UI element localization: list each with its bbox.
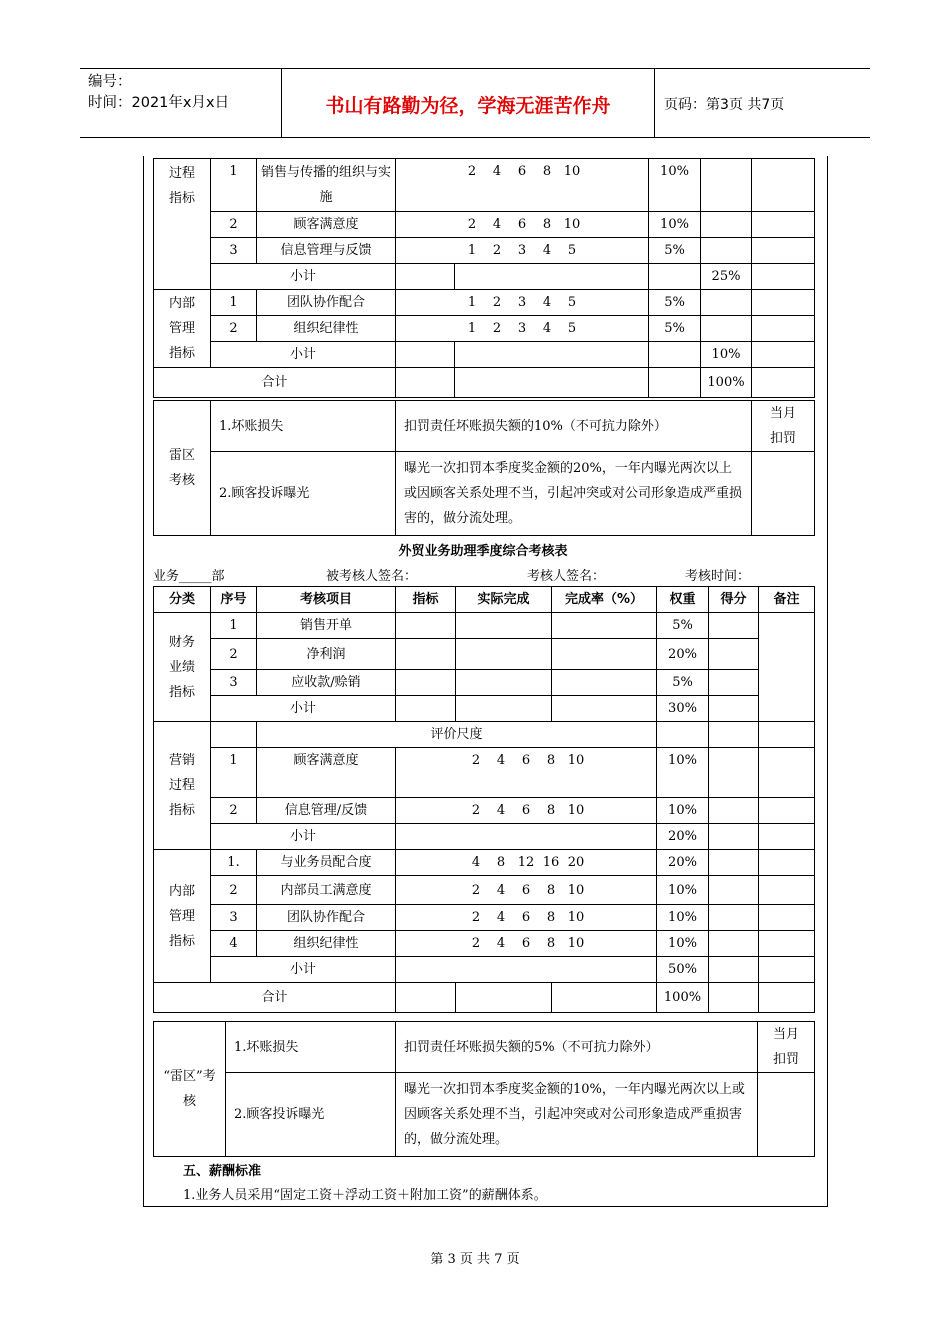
empty-cell [455, 368, 649, 398]
scale-cell [396, 931, 657, 957]
weight-cell: 10% [657, 798, 709, 824]
weight-cell: 10% [649, 212, 701, 238]
weight-cell: 10% [657, 876, 709, 905]
evaluation-scale [464, 936, 589, 951]
scale-value: 2 [471, 936, 481, 951]
remark-cell [759, 931, 815, 957]
evaluation-scale [464, 883, 589, 898]
score-cell [752, 264, 815, 290]
scale-value: 4 [492, 164, 502, 179]
empty-cell [759, 722, 815, 748]
weight-cell: 5% [649, 316, 701, 342]
section-heading: 五、薪酬标准 [183, 1164, 262, 1179]
scale-value: 3 [517, 295, 527, 310]
category-cell: 内部管理指标 [154, 850, 211, 983]
item-cell: 与业务员配合度 [257, 850, 396, 876]
score-cell [752, 368, 815, 398]
scale-value: 5 [567, 321, 577, 336]
scale-value: 8 [496, 855, 506, 870]
subtotal-row [154, 696, 815, 722]
scale-value: 4 [496, 910, 506, 925]
subtotal-label: 小计 [211, 342, 396, 368]
scale-value: 3 [517, 243, 527, 258]
empty-cell [396, 368, 455, 398]
description-cell: 曝光一次扣罚本季度奖金额的10%，一年内曝光两次以上或因顾客关系处理不当，引起冲突或对公司形象造成严重损害的，做分流处理。 [396, 1073, 758, 1157]
evaluation-scale [460, 243, 585, 258]
empty-cell [552, 696, 657, 722]
row-number: 3 [211, 238, 257, 264]
column-header: 指标 [396, 587, 456, 613]
scale-value: 8 [546, 753, 556, 768]
category-cell: “雷区”考核 [154, 1022, 226, 1157]
item-cell: 应收款/赊销 [257, 670, 396, 696]
weight-cell: 30% [657, 696, 709, 722]
scale-header: 评价尺度 [257, 722, 657, 748]
empty-cell [396, 696, 456, 722]
scale-value: 2 [467, 164, 477, 179]
scale-cell [396, 159, 649, 212]
row-number: 1 [211, 748, 257, 798]
description-cell: 扣罚责任坏账损失额的10%（不可抗力除外） [396, 401, 752, 452]
empty-cell [396, 957, 657, 983]
scale-value: 6 [521, 753, 531, 768]
total-label: 合计 [154, 368, 396, 398]
form-meta [153, 565, 813, 585]
scale-value: 4 [496, 803, 506, 818]
row-number: 1. [211, 850, 257, 876]
rate-cell [552, 639, 657, 670]
score-cell [709, 696, 759, 722]
table-row [154, 290, 815, 316]
section-paragraph: 1.业务人员采用“固定工资＋浮动工资＋附加工资”的薪酬体系。 [183, 1188, 547, 1203]
remark-cell [759, 983, 815, 1013]
remark-cell [752, 212, 815, 238]
scale-value: 2 [471, 910, 481, 925]
scale-cell [396, 316, 649, 342]
scale-value: 6 [517, 217, 527, 232]
score-cell [709, 876, 759, 905]
scale-value: 6 [521, 910, 531, 925]
evaluation-scale [464, 753, 589, 768]
scale-value: 4 [496, 882, 506, 898]
description-cell: 扣罚责任坏账损失额的5%（不可抗力除外） [396, 1022, 758, 1073]
scale-value: 2 [492, 321, 502, 336]
scale-value: 1 [467, 243, 477, 258]
scale-value: 4 [471, 855, 481, 870]
scale-value: 8 [546, 936, 556, 951]
scale-value: 5 [567, 243, 577, 258]
table-row [154, 1022, 815, 1073]
score-cell [709, 798, 759, 824]
table-row [154, 452, 815, 536]
scale-value: 2 [471, 803, 481, 818]
weight-cell: 20% [657, 850, 709, 876]
scale-value: 2 [492, 295, 502, 310]
evaluation-scale [460, 321, 585, 336]
subtotal-label: 小计 [211, 264, 396, 290]
redzone-table-1 [153, 400, 815, 536]
table-row [154, 639, 815, 670]
table-row [154, 670, 815, 696]
table-row [154, 212, 815, 238]
item-cell: 顾客满意度 [257, 748, 396, 798]
subtotal-label: 小计 [211, 824, 396, 850]
scale-value: 10 [563, 217, 581, 232]
scale-value: 4 [496, 753, 506, 768]
scale-value: 1 [467, 321, 477, 336]
empty-cell [456, 983, 552, 1013]
scale-value: 6 [521, 803, 531, 818]
divider [654, 69, 655, 137]
row-number: 2 [211, 639, 257, 670]
actual-cell [456, 613, 552, 639]
scale-value: 10 [567, 753, 585, 768]
weight-cell: 5% [657, 670, 709, 696]
scale-cell [396, 798, 657, 824]
empty-cell [657, 722, 709, 748]
scale-value: 4 [492, 217, 502, 232]
target-cell [396, 670, 456, 696]
item-cell: 顾客满意度 [257, 212, 396, 238]
header-motto: 书山有路勤为径，学海无涯苦作舟 [325, 95, 611, 117]
weight-cell: 10% [657, 931, 709, 957]
empty-cell [396, 264, 455, 290]
item-cell: 团队协作配合 [257, 905, 396, 931]
scale-cell [396, 748, 657, 798]
score-cell [701, 290, 752, 316]
table-row [154, 159, 815, 212]
table-row [154, 238, 815, 264]
scale-value: 6 [517, 164, 527, 179]
weight-cell: 10% [701, 342, 752, 368]
score-cell [701, 212, 752, 238]
item-cell: 组织纪律性 [257, 931, 396, 957]
row-number: 4 [211, 931, 257, 957]
scale-value: 10 [567, 882, 585, 898]
item-cell: 1.坏账损失 [226, 1022, 396, 1073]
remark-cell [752, 238, 815, 264]
score-cell [709, 613, 759, 639]
scale-value: 3 [517, 321, 527, 336]
evaluation-scale [460, 295, 585, 310]
subtotal-row [154, 824, 815, 850]
scale-value: 2 [471, 882, 481, 898]
empty-cell [456, 696, 552, 722]
score-cell [709, 748, 759, 798]
score-cell [701, 238, 752, 264]
subtotal-label: 小计 [211, 957, 396, 983]
scale-value: 10 [567, 803, 585, 818]
page-header [80, 68, 870, 138]
remark-cell [752, 159, 815, 212]
category-cell: 财务业绩指标 [154, 613, 211, 722]
weight-cell: 5% [657, 613, 709, 639]
row-number: 2 [211, 798, 257, 824]
score-cell [709, 931, 759, 957]
table-row [154, 613, 815, 639]
empty-cell [649, 264, 701, 290]
empty-cell [396, 824, 657, 850]
scale-cell [396, 876, 657, 905]
scale-value: 8 [546, 882, 556, 898]
category-cell: 过程指标 [154, 159, 211, 290]
subtotal-row [154, 342, 815, 368]
item-cell: 销售开单 [257, 613, 396, 639]
category-cell: 内部管理指标 [154, 290, 211, 368]
subtotal-row [154, 264, 815, 290]
remark-cell [759, 850, 815, 876]
item-cell: 信息管理与反馈 [257, 238, 396, 264]
total-row [154, 983, 815, 1013]
item-cell: 2.顾客投诉曝光 [211, 452, 396, 536]
column-header: 序号 [211, 587, 257, 613]
rate-cell [552, 613, 657, 639]
empty-cell [455, 264, 649, 290]
scale-cell [396, 290, 649, 316]
remark-cell [752, 290, 815, 316]
header-row [154, 587, 815, 613]
weight-cell: 50% [657, 957, 709, 983]
score-cell [709, 824, 759, 850]
item-cell: 净利润 [257, 639, 396, 670]
weight-cell: 10% [649, 159, 701, 212]
score-cell [709, 850, 759, 876]
target-cell [396, 613, 456, 639]
category-cell: 雷区考核 [154, 401, 211, 536]
score-cell [752, 342, 815, 368]
subtotal-row [154, 957, 815, 983]
scale-value: 1 [467, 295, 477, 310]
subtotal-label: 小计 [211, 696, 396, 722]
evaluation-scale [464, 855, 589, 870]
table-row [154, 798, 815, 824]
scale-value: 5 [567, 295, 577, 310]
item-cell: 信息管理/反馈 [257, 798, 396, 824]
assessor-signature: 考核人签名： [527, 569, 606, 584]
scale-value: 20 [567, 855, 585, 870]
weight-cell: 5% [649, 290, 701, 316]
empty-cell [649, 368, 701, 398]
scale-header-row [154, 722, 815, 748]
assessment-time: 考核时间： [685, 569, 751, 584]
weight-cell: 20% [657, 639, 709, 670]
row-number: 1 [211, 290, 257, 316]
department-field: 业务_____部 [153, 569, 225, 584]
table-row [154, 748, 815, 798]
column-header: 得分 [709, 587, 759, 613]
weight-cell: 25% [701, 264, 752, 290]
empty-cell [552, 983, 657, 1013]
column-header: 分类 [154, 587, 211, 613]
weight-cell: 5% [649, 238, 701, 264]
actual-cell [456, 639, 552, 670]
remark-cell [758, 1073, 815, 1157]
total-label: 合计 [154, 983, 396, 1013]
column-header: 权重 [657, 587, 709, 613]
category-cell: 营销过程指标 [154, 722, 211, 850]
weight-cell: 20% [657, 824, 709, 850]
table-row [154, 1073, 815, 1157]
remark-cell [759, 876, 815, 905]
scale-value: 10 [563, 164, 581, 179]
scale-value: 2 [471, 753, 481, 768]
actual-cell [456, 670, 552, 696]
scale-value: 4 [496, 936, 506, 951]
page-number-label: 页码：第3页 共7页 [664, 97, 785, 113]
table-row [154, 931, 815, 957]
scale-value: 4 [542, 295, 552, 310]
item-cell: 1.坏账损失 [211, 401, 396, 452]
score-cell [701, 316, 752, 342]
remark-cell [759, 957, 815, 983]
weight-cell: 100% [701, 368, 752, 398]
scale-value: 8 [546, 803, 556, 818]
score-cell [709, 639, 759, 670]
remark-cell: 当月扣罚 [752, 401, 815, 452]
row-number: 1 [211, 613, 257, 639]
item-cell: 团队协作配合 [257, 290, 396, 316]
column-header: 实际完成 [456, 587, 552, 613]
number-label: 编号： [88, 74, 132, 90]
scale-cell [396, 212, 649, 238]
page-footer: 第 3 页 共 7 页 [430, 1252, 520, 1267]
weight-cell: 10% [657, 905, 709, 931]
table-row [154, 850, 815, 876]
scale-cell [396, 238, 649, 264]
empty-cell [396, 342, 455, 368]
score-cell [709, 957, 759, 983]
column-header: 完成率（%） [552, 587, 657, 613]
empty-cell [709, 722, 759, 748]
table-row [154, 905, 815, 931]
time-label: 时间：2021年x月x日 [88, 95, 230, 111]
column-header: 备注 [759, 587, 815, 613]
target-cell [396, 639, 456, 670]
remark-cell [759, 798, 815, 824]
remark-cell [759, 905, 815, 931]
assessee-signature: 被考核人签名： [326, 569, 418, 584]
scale-value: 4 [542, 243, 552, 258]
remark-cell [759, 748, 815, 798]
weight-cell: 100% [657, 983, 709, 1013]
evaluation-scale [460, 164, 585, 179]
weight-cell: 10% [657, 748, 709, 798]
scale-value: 10 [567, 936, 585, 951]
remark-cell [752, 452, 815, 536]
evaluation-scale [460, 217, 585, 232]
scale-value: 8 [542, 164, 552, 179]
table-row [154, 876, 815, 905]
description-cell: 曝光一次扣罚本季度奖金额的20%，一年内曝光两次以上或因顾客关系处理不当，引起冲突或对公司形象造成严重损害的，做分流处理。 [396, 452, 752, 536]
row-number: 3 [211, 670, 257, 696]
redzone-table-2 [153, 1021, 815, 1157]
scale-value: 2 [492, 243, 502, 258]
scale-value: 16 [542, 855, 560, 870]
remark-cell: 当月扣罚 [758, 1022, 815, 1073]
table-row [154, 316, 815, 342]
scale-value: 12 [517, 855, 535, 870]
table-title: 外贸业务助理季度综合考核表 [398, 544, 568, 559]
header-meta [88, 72, 229, 114]
item-cell: 销售与传播的组织与实施 [257, 159, 396, 212]
scale-value: 4 [542, 321, 552, 336]
assessment-table-continued [153, 158, 815, 398]
score-cell [709, 670, 759, 696]
evaluation-scale [464, 803, 589, 818]
table-row [154, 401, 815, 452]
empty-cell [649, 342, 701, 368]
item-cell: 内部员工满意度 [257, 876, 396, 905]
row-number: 3 [211, 905, 257, 931]
score-cell [709, 983, 759, 1013]
assistant-assessment-table [153, 586, 815, 1013]
remark-cell [752, 316, 815, 342]
rate-cell [552, 670, 657, 696]
evaluation-scale [464, 910, 589, 925]
scale-value: 8 [542, 217, 552, 232]
row-number: 2 [211, 212, 257, 238]
score-cell [701, 159, 752, 212]
scale-value: 10 [567, 910, 585, 925]
remark-cell [759, 824, 815, 850]
item-cell: 组织纪律性 [257, 316, 396, 342]
score-cell [709, 905, 759, 931]
scale-value: 6 [521, 936, 531, 951]
scale-value: 2 [467, 217, 477, 232]
row-number: 2 [211, 316, 257, 342]
scale-cell [396, 905, 657, 931]
empty-cell [455, 342, 649, 368]
column-header: 考核项目 [257, 587, 396, 613]
row-number: 2 [211, 876, 257, 905]
total-row [154, 368, 815, 398]
row-number: 1 [211, 159, 257, 212]
empty-cell [396, 983, 456, 1013]
item-cell: 2.顾客投诉曝光 [226, 1073, 396, 1157]
empty-cell [211, 722, 257, 748]
scale-value: 6 [521, 882, 531, 898]
scale-cell [396, 850, 657, 876]
remark-cell [759, 613, 815, 722]
scale-value: 8 [546, 910, 556, 925]
